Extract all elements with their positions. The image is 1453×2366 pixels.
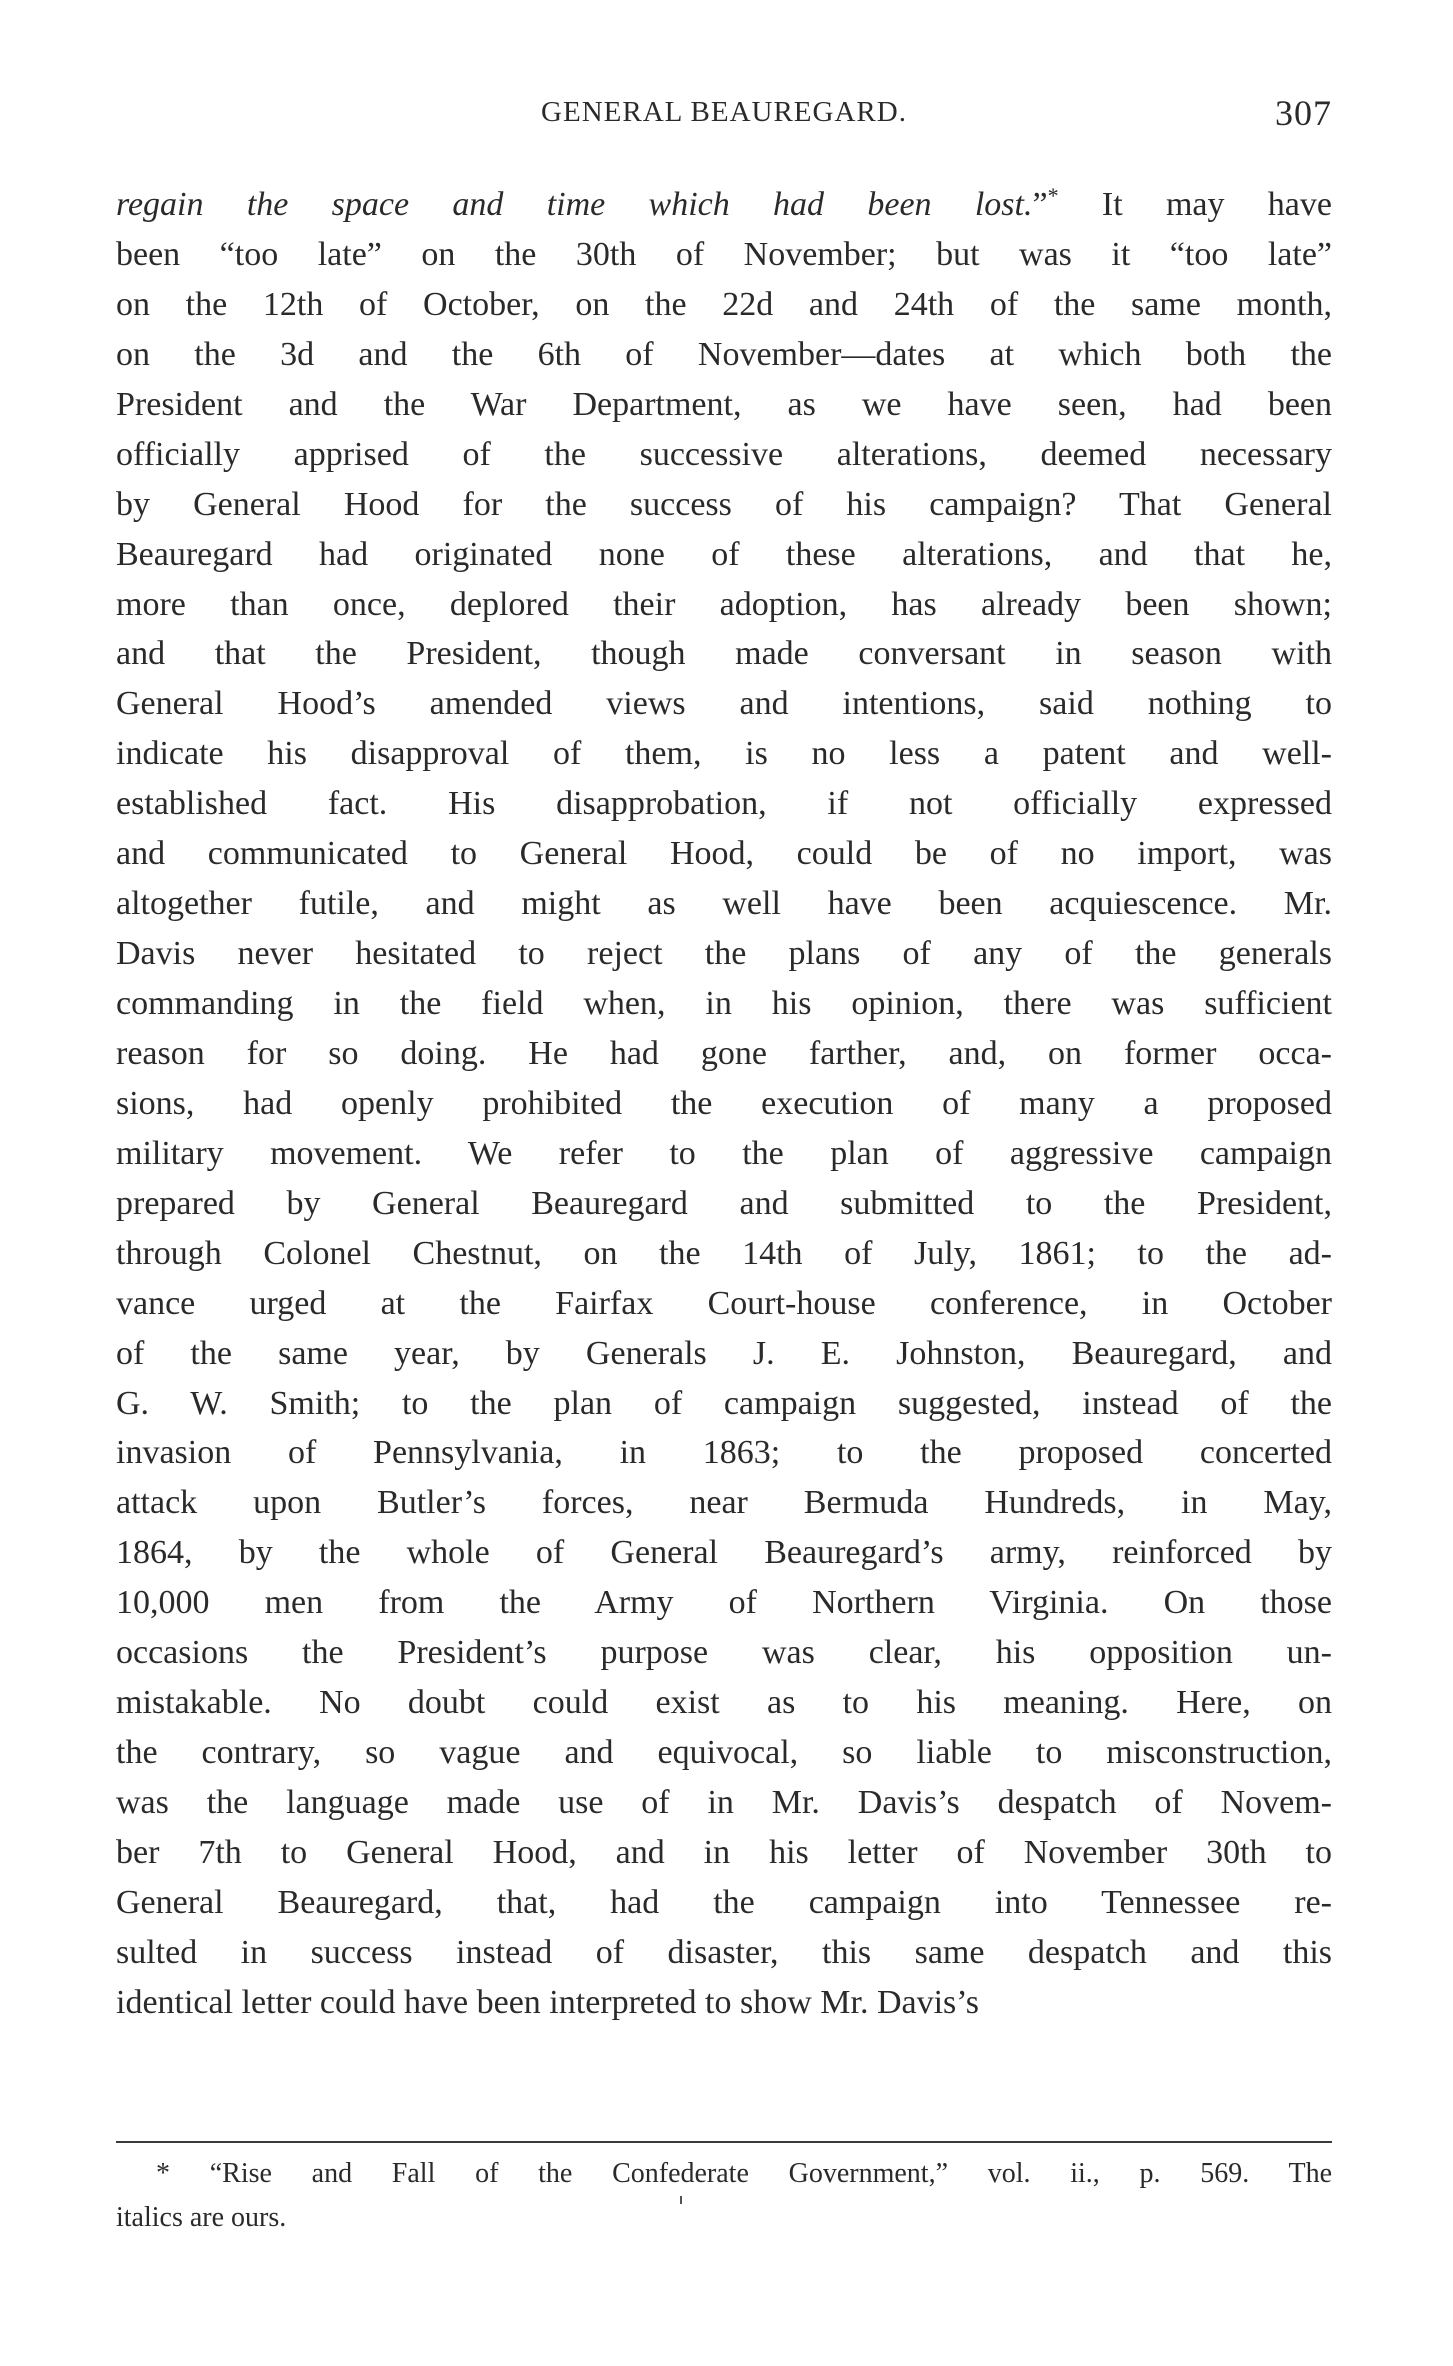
running-head xyxy=(116,93,1332,136)
text-line xyxy=(116,180,1332,230)
text-line: vance urged at the Fairfax Court-house conference, in October xyxy=(116,1284,1332,1322)
text-line: invasion of Pennsylvania, in 1863; to the proposed concerted xyxy=(116,1434,1332,1472)
footnote xyxy=(116,2152,1332,2240)
text-line: Davis never hesitated to reject the plans of any of the generals xyxy=(116,935,1332,973)
text-line: General Beauregard, that, had the campaign into Tennessee re- xyxy=(116,1883,1332,1921)
footnote-divider xyxy=(116,2141,1332,2143)
text-line: prepared by General Beauregard and submitted to the President, xyxy=(116,1184,1332,1222)
text-line: sions, had openly prohibited the execution of many a proposed xyxy=(116,1084,1332,1122)
print-speck xyxy=(680,2196,682,2204)
footnote-line: * “Rise and Fall of the Confederate Government,” vol. ii., p. 569. The xyxy=(156,2158,1332,2189)
text-line: sulted in success instead of disaster, this same despatch and this xyxy=(116,1933,1332,1971)
text-line: been “too late” on the 30th of November; but was it “too late” xyxy=(116,235,1332,273)
text-line: indicate his disapproval of them, is no less a patent and well- xyxy=(116,735,1332,773)
italic-quotation: regain the space and time which had been lost. xyxy=(116,186,1033,223)
text-line: by General Hood for the success of his campaign? That General xyxy=(116,485,1332,523)
text-line-remainder: It may have xyxy=(1058,186,1332,223)
footnote-line: italics are ours. xyxy=(116,2202,287,2233)
text-line: more than once, deplored their adoption, has already been shown; xyxy=(116,585,1332,623)
text-line: established fact. His disapprobation, if not officially expressed xyxy=(116,785,1332,823)
text-line: through Colonel Chestnut, on the 14th of July, 1861; to the ad- xyxy=(116,1234,1332,1272)
closing-quote-mark: ” xyxy=(1032,186,1048,223)
text-line: Beauregard had originated none of these alterations, and that he, xyxy=(116,535,1332,573)
text-line: ber 7th to General Hood, and in his letter of November 30th to xyxy=(116,1833,1332,1871)
text-line: officially apprised of the successive alterations, deemed necessary xyxy=(116,435,1332,473)
text-line: and that the President, though made conversant in season with xyxy=(116,635,1332,673)
text-line: President and the War Department, as we have seen, had been xyxy=(116,385,1332,423)
text-line: the contrary, so vague and equivocal, so liable to misconstruction, xyxy=(116,1734,1332,1772)
text-line: and communicated to General Hood, could be of no import, was xyxy=(116,835,1332,873)
text-line-last: identical letter could have been interpreted to show Mr. Davis’s xyxy=(116,1983,979,2021)
text-line: G. W. Smith; to the plan of campaign suggested, instead of the xyxy=(116,1384,1332,1422)
running-title: GENERAL BEAUREGARD. xyxy=(541,96,907,128)
text-line: attack upon Butler’s forces, near Bermuda Hundreds, in May, xyxy=(116,1484,1332,1522)
page-number: 307 xyxy=(1275,93,1332,133)
text-line: 1864, by the whole of General Beauregard’s army, reinforced by xyxy=(116,1534,1332,1572)
text-line: was the language made use of in Mr. Davis’s despatch of Novem- xyxy=(116,1784,1332,1821)
text-line: altogether futile, and might as well have been acquiescence. Mr. xyxy=(116,885,1332,923)
text-line: on the 12th of October, on the 22d and 24th of the same month, xyxy=(116,285,1332,323)
text-line: military movement. We refer to the plan of aggressive campaign xyxy=(116,1134,1332,1172)
text-line: of the same year, by Generals J. E. Johnston, Beauregard, and xyxy=(116,1334,1332,1372)
footnote-reference-mark: * xyxy=(1047,183,1059,208)
text-line: commanding in the field when, in his opinion, there was sufficient xyxy=(116,985,1332,1022)
body-text xyxy=(116,180,1332,2028)
text-line: on the 3d and the 6th of November—dates at which both the xyxy=(116,335,1332,373)
text-line: 10,000 men from the Army of Northern Virginia. On those xyxy=(116,1584,1332,1622)
text-line: General Hood’s amended views and intentions, said nothing to xyxy=(116,685,1332,723)
text-line: mistakable. No doubt could exist as to his meaning. Here, on xyxy=(116,1684,1332,1722)
text-line: occasions the President’s purpose was clear, his opposition un- xyxy=(116,1634,1332,1672)
text-line: reason for so doing. He had gone farther, and, on former occa- xyxy=(116,1034,1332,1072)
